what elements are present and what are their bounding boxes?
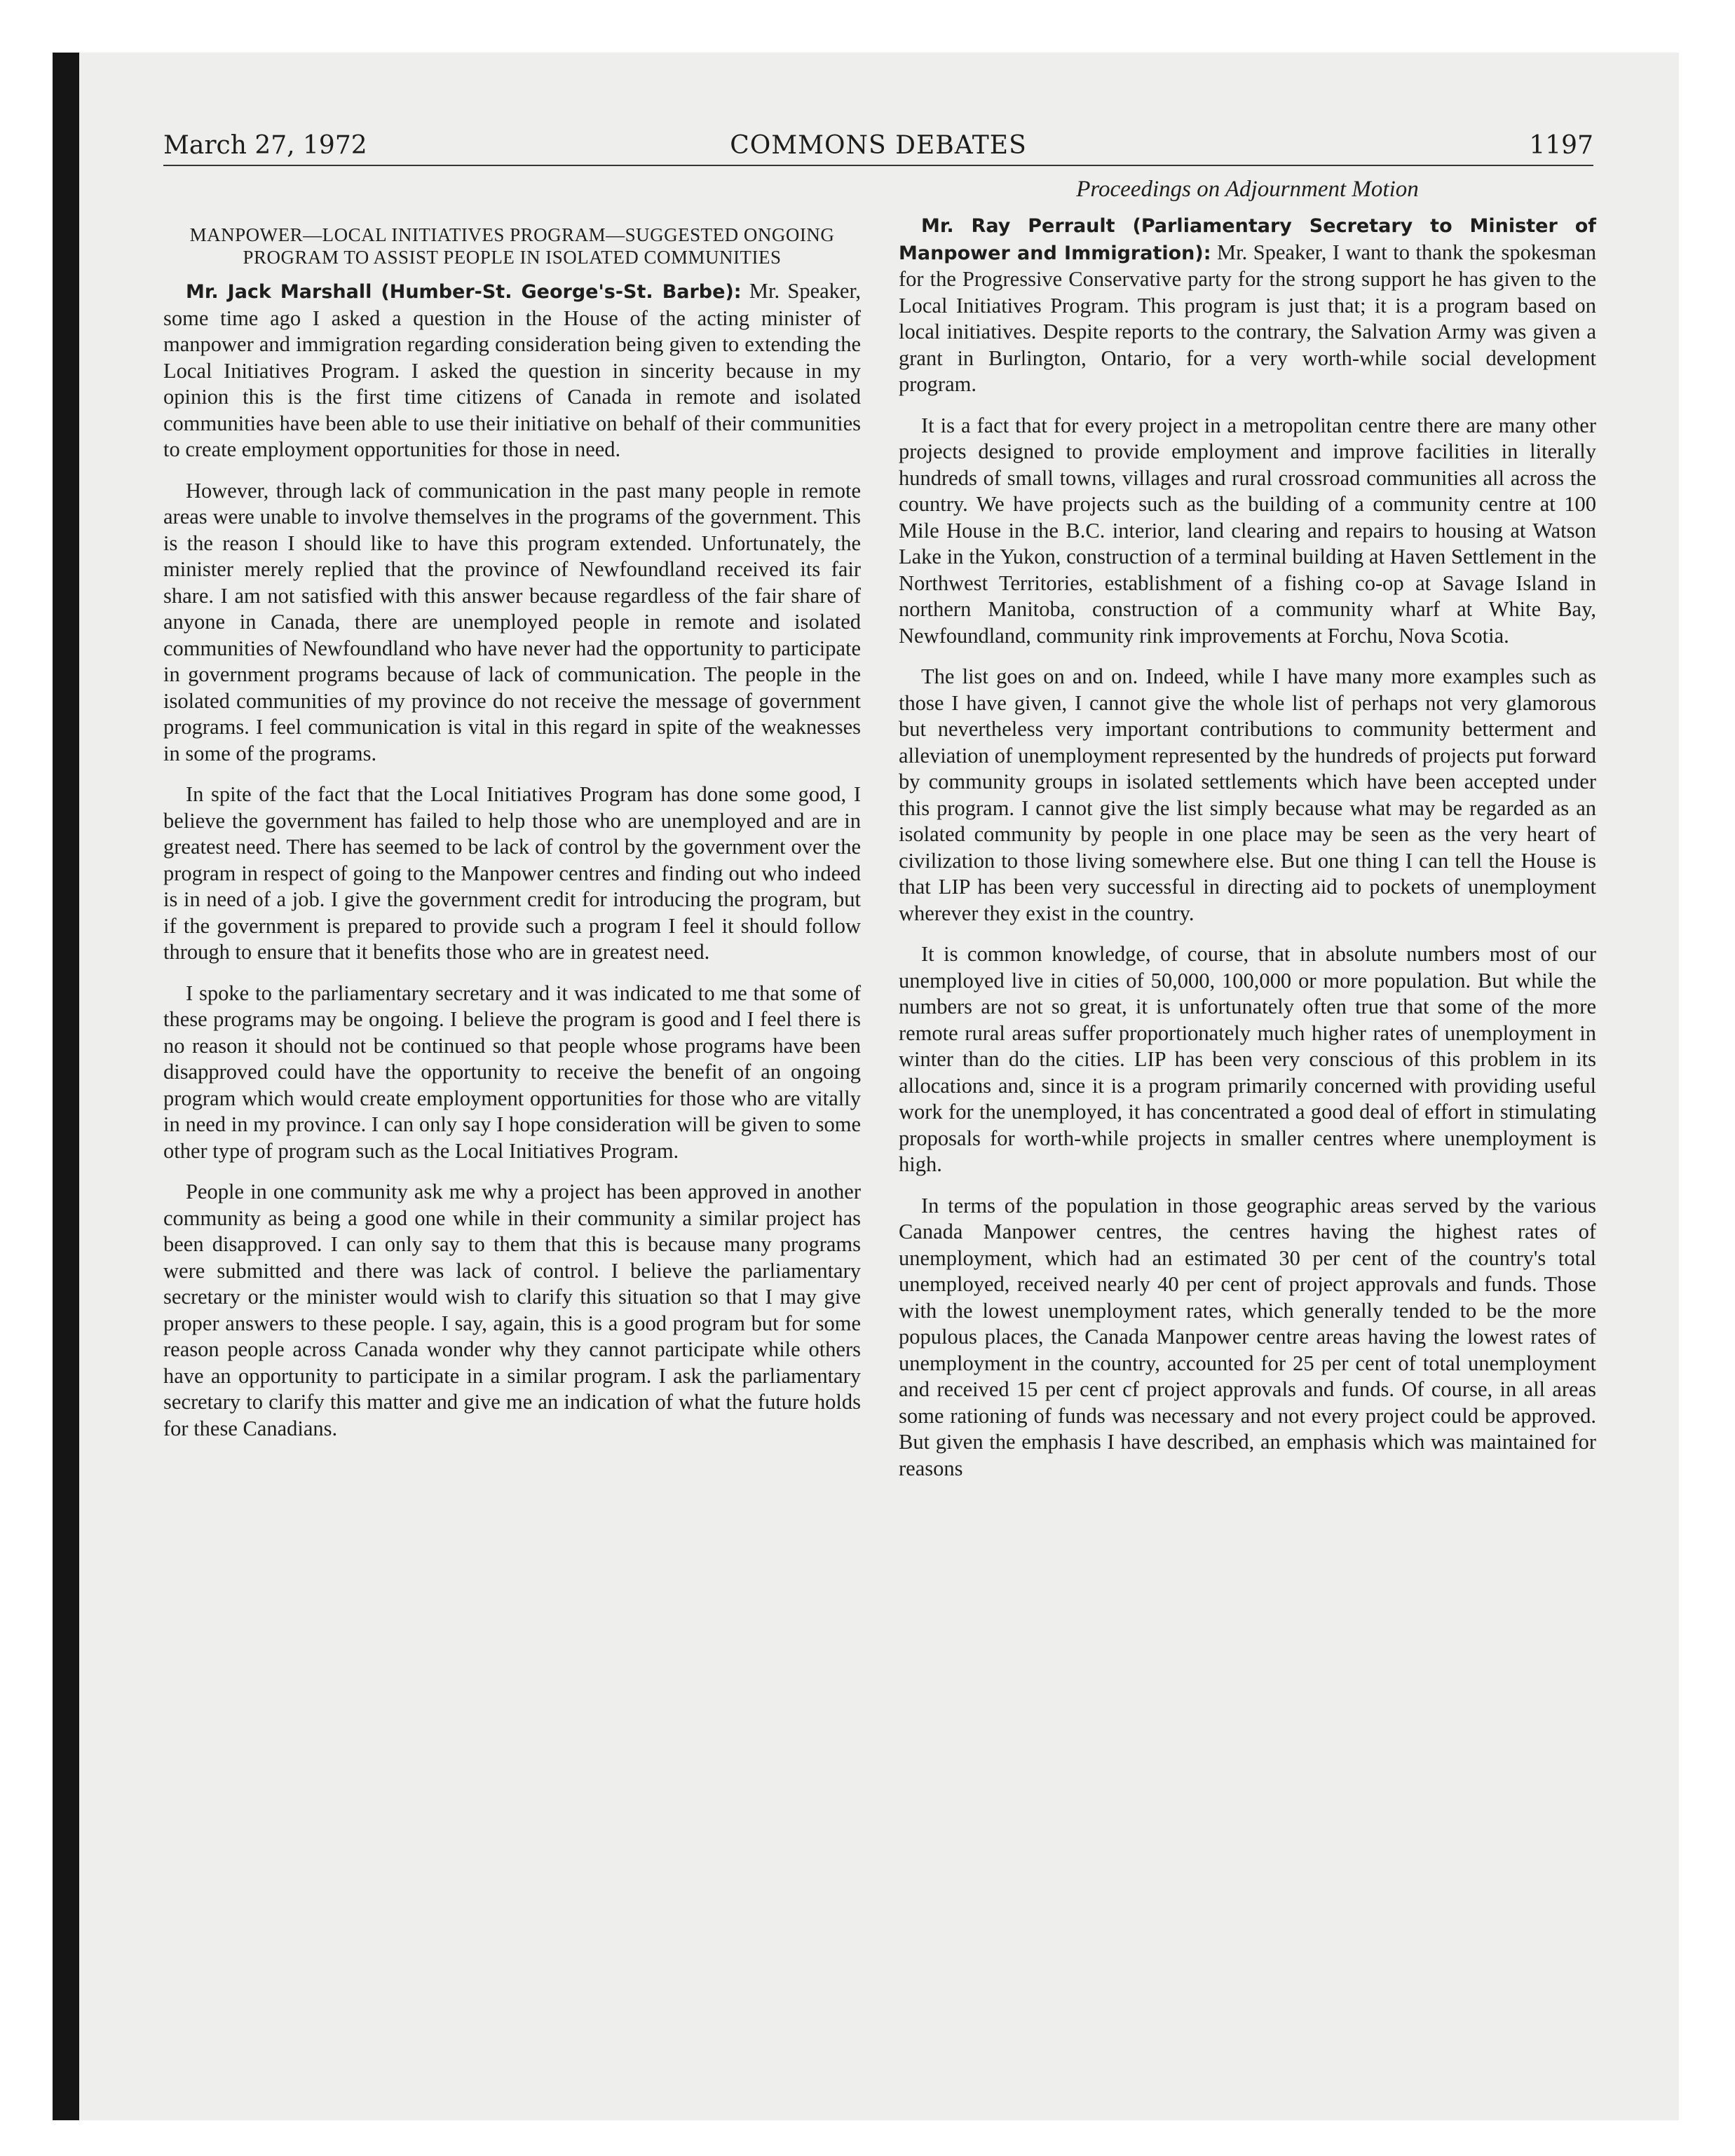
header-page-number: 1197 [1529, 131, 1593, 160]
column-spacer [163, 177, 861, 212]
left-column [163, 177, 861, 1456]
paragraph: In terms of the population in those geographic areas served by the various Canada Manpower centres, the centres having the highest rates of unemployment, which had an estimated 30 per cent of the country's total unemployed, received nearly 40 per cent of project approvals and funds. Those with the lowest unemployment rates, which generally tended to be the more populous places, the Canada Manpower centre areas having the lowest rates of unemployment in the country, accounted for 25 per cent of total unemployment and received 15 per cent cf project approvals and funds. Of course, in all areas some rationing of funds was necessary and not every project could be approved. But given the emphasis I have described, an emphasis which was maintained for reasons [899, 1193, 1596, 1480]
right-column [899, 177, 1596, 1496]
binding-edge [53, 53, 79, 2120]
subject-heading: MANPOWER—LOCAL INITIATIVES PROGRAM—SUGGESTED ONGOING PROGRAM TO ASSIST PEOPLE IN ISOLATED COMMUNITIES [189, 224, 835, 268]
paragraph: It is common knowledge, of course, that in absolute numbers most of our unemployed live in cities of 50,000, 100,000 or more population. But while the numbers are not so great, it is unfortunately often true that some of the more remote rural areas suffer proportionately much higher rates of unemployment in winter than do the cities. LIP has been very conscious of this problem in its allocations and, since it is a program primarily concerned with providing useful work for the unemployed, it has concentrated a good deal of effort in stimulating proposals for worth-while projects in smaller centres where unemployment is high. [899, 942, 1596, 1176]
paragraph-text: Mr. Speaker, some time ago I asked a question in the House of the acting minister of manpower and immigration regarding consideration being given to extending the Local Initiatives Program. I asked the question in sincerity because in my opinion this is the first time citizens of Canada in remote and isolated communities have been able to use their initiative on behalf of their communities to create employment opportunities for those in need. [163, 279, 862, 461]
paragraph-text: Mr. Speaker, I want to thank the spokesman for the Progressive Conservative party for the strong support he has given to the Local Initiatives Program. This program is just that; it is a program based on local initiatives. Despite reports to the contrary, the Salvation Army was given a grant in Burlington, Ontario, for a very worth-while social development program. [899, 240, 1596, 396]
speaker-name: Mr. Jack Marshall (Humber-St. George's-St. Barbe): [186, 281, 742, 303]
paragraph: In spite of the fact that the Local Initiatives Program has done some good, I believe the government has failed to help those who are unemployed and are in greatest need. There has seemed to be lack of control by the government over the program in respect of going to the Manpower centres and finding out who indeed is in need of a job. I give the government credit for introducing the program, but if the government is prepared to provide such a program I feel it should follow through to ensure that it benefits those who are in greatest need. [163, 782, 861, 964]
page-header [163, 130, 1593, 166]
paragraph: The list goes on and on. Indeed, while I have many more examples such as those I have given, I cannot give the whole list of perhaps not very glamorous but nevertheless very important contributions to community betterment and alleviation of unemployment represented by the hundreds of projects put forward by community groups in isolated settlements which have been accepted under this program. I cannot give the list simply because what may be regarded as an isolated community by people in one place may be seen as the very heart of civilization to those living somewhere else. But one thing I can tell the House is that LIP has been very successful in directing aid to pockets of unemployment wherever they exist in the country. [899, 664, 1596, 925]
header-date: March 27, 1972 [163, 131, 367, 160]
header-title: COMMONS DEBATES [730, 131, 1027, 160]
paragraph: I spoke to the parliamentary secretary and it was indicated to me that some of these programs may be ongoing. I believe the program is good and I feel there is no reason it should not be continued so that people whose programs have been disapproved could have the opportunity to receive the benefit of an ongoing program which would create employment opportunities for those who are vitally in need in my province. I can only say I hope consideration will be given to some other type of program such as the Local Initiatives Program. [163, 981, 861, 1163]
paragraph: People in one community ask me why a project has been approved in another community as being a good one while in their community a similar project has been disapproved. I can only say to them that this is because many programs were submitted and there was lack of control. I believe the parliamentary secretary or the minister would wish to clarify this situation so that I may give proper answers to these people. I say, again, this is a good program but for some reason people across Canada wonder why they cannot participate while others have an opportunity to participate in a similar program. I ask the parliamentary secretary to clarify this matter and give me an indication of what the future holds for these Canadians. [163, 1180, 861, 1440]
paragraph [163, 278, 861, 463]
speaker-name: Mr. Ray Perrault (Parliamentary Secretary to Minister of Manpower and Immigration): [899, 215, 1596, 264]
running-head: Proceedings on Adjournment Motion [1076, 177, 1419, 202]
paragraph [899, 212, 1596, 398]
paragraph: However, through lack of communication in the past many people in remote areas were unable to involve themselves in the programs of the government. This is the reason I should like to have this program extended. Unfortunately, the minister merely replied that the province of Newfoundland received its fair share. I am not satisfied with this answer because regardless of the fair share of anyone in Canada, there are unemployed people in remote and isolated communities of Newfoundland who have never had the opportunity to participate in government programs because of lack of communication. The people in the isolated communities of my province do not receive the message of government programs. I feel communication is vital in this regard in spite of the weaknesses in some of the programs. [163, 478, 861, 765]
paragraph: It is a fact that for every project in a metropolitan centre there are many other projects designed to provide employment and improve facilities in literally hundreds of small towns, villages and rural crossroad communities all across the country. We have projects such as the building of a community centre at 100 Mile House in the B.C. interior, land clearing and repairs to housing at Watson Lake in the Yukon, construction of a terminal building at Haven Settlement in the Northwest Territories, establishment of a fishing co-op at Savage Island in northern Manitoba, construction of a community wharf at White Bay, Newfoundland, community rink improvements at Forchu, Nova Scotia. [899, 413, 1596, 648]
